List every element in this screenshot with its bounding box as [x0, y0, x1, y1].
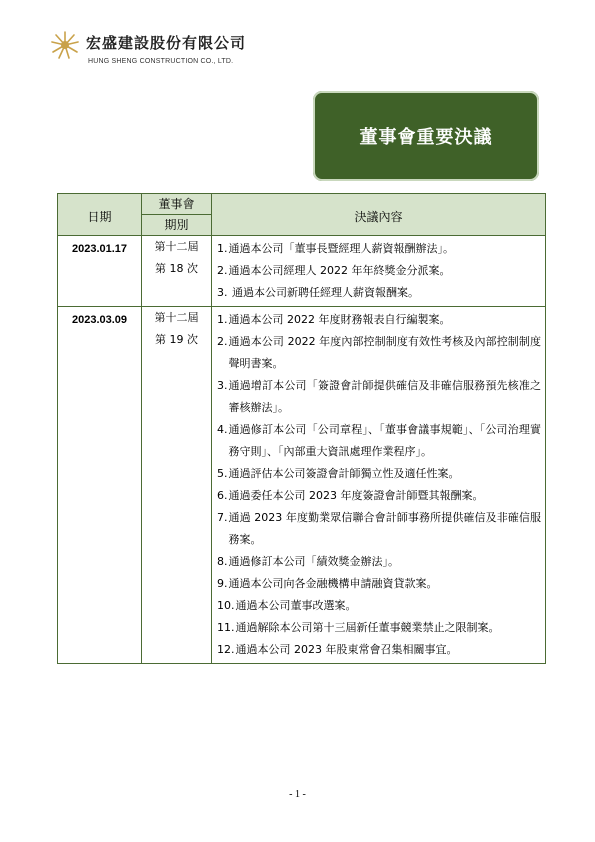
resolution-item: 5. 通過評估本公司簽證會計師獨立性及適任性案。: [217, 467, 460, 480]
page-title-box: [313, 91, 539, 181]
table-header-row: [58, 194, 546, 236]
header-resolution-content: 決議內容: [212, 194, 546, 236]
resolution-item: 4. 通過修訂本公司「公司章程」、「董事會議事規範」、「公司治理實務守則」、「內部重大資訊處理作業程序」。: [217, 423, 541, 458]
resolution-list: [212, 236, 546, 307]
resolution-item: 2. 通過本公司 2022 年度內部控制制度有效性考核及內部控制制度聲明書案。: [217, 335, 541, 370]
meeting-period: 第十二屆 第 18 次: [142, 236, 212, 307]
resolution-item: 10. 通過本公司董事改選案。: [217, 599, 357, 612]
table-row: [58, 307, 546, 664]
meeting-date: 2023.01.17: [58, 236, 142, 307]
company-name-zh: 宏盛建設股份有限公司: [86, 34, 247, 52]
meeting-period: 第十二屆 第 19 次: [142, 307, 212, 664]
page-title: 董事會重要決議: [359, 127, 493, 148]
company-name-en: HUNG SHENG CONSTRUCTION CO., LTD.: [88, 58, 234, 65]
table-row: [58, 236, 546, 307]
header-board-session: 董事會 期別: [142, 194, 212, 236]
resolution-item: 7. 通過 2023 年度勤業眾信聯合會計師事務所提供確信及非確信服務案。: [217, 511, 541, 546]
sunburst-logo-icon: [50, 30, 80, 60]
resolution-item: 3. 通過本公司新聘任經理人薪資報酬案。: [217, 286, 419, 299]
resolution-item: 2. 通過本公司經理人 2022 年年終獎金分派案。: [217, 264, 451, 277]
header-date: 日期: [58, 194, 142, 236]
resolution-item: 11. 通過解除本公司第十三屆新任董事競業禁止之限制案。: [217, 621, 500, 634]
page-number: - 1 -: [289, 789, 306, 800]
resolutions-table: [57, 193, 546, 664]
resolution-item: 8. 通過修訂本公司「績效獎金辦法」。: [217, 555, 399, 568]
resolution-item: 3. 通過增訂本公司「簽證會計師提供確信及非確信服務預先核准之審核辦法」。: [217, 379, 541, 414]
meeting-date: 2023.03.09: [58, 307, 142, 664]
resolution-item: 6. 通過委任本公司 2023 年度簽證會計師暨其報酬案。: [217, 489, 484, 502]
company-logo: [50, 30, 80, 60]
resolution-item: 9. 通過本公司向各金融機構申請融資貸款案。: [217, 577, 438, 590]
resolution-item: 1. 通過本公司「董事長暨經理人薪資報酬辦法」。: [217, 242, 454, 255]
resolution-list: [212, 307, 546, 664]
resolution-item: 12. 通過本公司 2023 年股東常會召集相關事宜。: [217, 643, 458, 656]
resolution-item: 1. 通過本公司 2022 年度財務報表自行編製案。: [217, 313, 451, 326]
